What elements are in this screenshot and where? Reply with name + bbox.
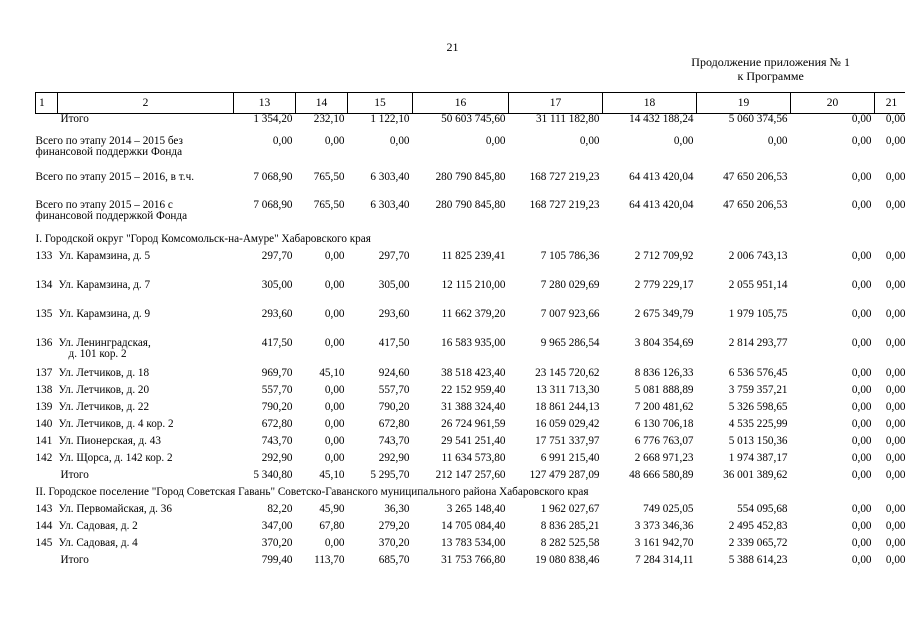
value-cell: 0,00: [767, 134, 788, 147]
value-cell: 0,00: [324, 383, 345, 396]
value-cell: 790,20: [261, 400, 293, 413]
value-cell: 31 111 182,80: [536, 113, 600, 125]
value-cell: 0,00: [851, 170, 872, 183]
table-row: [36, 538, 905, 555]
value-cell: 64 413 420,04: [629, 198, 694, 211]
value-cell: 38 518 423,40: [441, 366, 506, 379]
value-cell: 0,00: [885, 307, 905, 320]
value-cell: 0,00: [324, 400, 345, 413]
total-row: [36, 555, 905, 572]
value-cell: 417,50: [261, 336, 293, 349]
value-cell: 799,40: [261, 553, 293, 566]
value-cell: 113,70: [314, 553, 345, 566]
value-cell: 557,70: [261, 383, 293, 396]
table-row: [36, 419, 905, 436]
value-cell: 5 388 614,23: [728, 553, 788, 566]
value-cell: 48 666 580,89: [629, 468, 694, 481]
value-cell: 2 712 709,92: [634, 249, 694, 262]
value-cell: 31 753 766,80: [441, 553, 506, 566]
header-cell: 1: [36, 93, 58, 114]
value-cell: 2 339 065,72: [728, 536, 788, 549]
table-row: [36, 504, 905, 521]
row-label: Итого: [60, 468, 89, 481]
header-cell: 16: [413, 93, 509, 114]
value-cell: 0,00: [885, 249, 905, 262]
value-cell: 1 122,10: [370, 113, 410, 125]
value-cell: 0,00: [324, 278, 345, 291]
value-cell: 2 779 229,17: [634, 278, 694, 291]
value-cell: 45,10: [319, 366, 345, 379]
value-cell: 14 432 188,24: [629, 113, 694, 125]
table-row: [36, 368, 905, 385]
value-cell: 2 006 743,13: [728, 249, 788, 262]
row-label: Всего по этапу 2015 – 2016 с финансовой поддержкой Фонда: [35, 198, 188, 222]
value-cell: 0,00: [885, 468, 905, 481]
value-cell: 6 303,40: [370, 198, 410, 211]
table-row: [36, 385, 905, 402]
value-cell: 6 991 215,40: [540, 451, 600, 464]
table-row: [36, 436, 905, 453]
address-line: Ул. Первомайская, д. 36: [58, 502, 172, 515]
value-cell: 790,20: [378, 400, 410, 413]
value-cell: 168 727 219,23: [529, 170, 600, 183]
value-cell: 11 662 379,20: [441, 307, 506, 320]
address-cell: [58, 538, 234, 555]
value-cell: 280 790 845,80: [435, 170, 506, 183]
summary-row: [36, 114, 905, 136]
value-cell: 0,00: [485, 134, 506, 147]
address-cell: [58, 504, 234, 521]
value-cell: 685,70: [378, 553, 410, 566]
value-cell: 16 059 029,42: [535, 417, 600, 430]
value-cell: 7 105 786,36: [540, 249, 600, 262]
value-cell: 0,00: [885, 134, 905, 147]
value-cell: 1 354,20: [253, 113, 293, 125]
value-cell: 5 295,70: [370, 468, 410, 481]
value-cell: 50 603 745,60: [441, 113, 506, 125]
value-cell: 0,00: [851, 451, 872, 464]
value-cell: 8 836 285,21: [540, 519, 600, 532]
value-cell: 23 145 720,62: [535, 366, 600, 379]
address-line: Ул. Летчиков, д. 20: [58, 383, 150, 396]
value-cell: 3 265 148,40: [446, 502, 506, 515]
value-cell: 0,00: [885, 400, 905, 413]
value-cell: 26 724 961,59: [441, 417, 506, 430]
value-cell: 127 479 287,09: [529, 468, 600, 481]
value-cell: 6 536 576,45: [728, 366, 788, 379]
value-cell: 0,00: [851, 383, 872, 396]
value-cell: 2 495 452,83: [728, 519, 788, 532]
value-cell: 0,00: [851, 502, 872, 515]
row-number: 134: [35, 278, 53, 291]
address-line: Ул. Летчиков, д. 4 кор. 2: [58, 417, 174, 430]
value-cell: 64 413 420,04: [629, 170, 694, 183]
program-table: [35, 92, 905, 572]
value-cell: 0,00: [885, 383, 905, 396]
value-cell: 12 115 210,00: [441, 278, 506, 291]
address-line: Ул. Карамзина, д. 9: [58, 307, 151, 320]
page-number: 21: [446, 40, 459, 54]
value-cell: 3 759 357,21: [728, 383, 788, 396]
appendix-line-2: к Программе: [737, 69, 804, 83]
value-cell: 969,70: [261, 366, 293, 379]
value-cell: 36 001 389,62: [723, 468, 788, 481]
address-cell: [58, 521, 234, 538]
value-cell: 417,50: [378, 336, 410, 349]
value-cell: 0,00: [885, 451, 905, 464]
address-cell: [58, 280, 234, 309]
value-cell: 0,00: [851, 434, 872, 447]
value-cell: 0,00: [885, 366, 905, 379]
header-cell: 15: [348, 93, 413, 114]
value-cell: 0,00: [885, 519, 905, 532]
value-cell: 13 311 713,30: [535, 383, 600, 396]
value-cell: 0,00: [885, 434, 905, 447]
header-cell: 21: [875, 93, 905, 114]
value-cell: 9 965 286,54: [540, 336, 600, 349]
value-cell: 0,00: [324, 134, 345, 147]
header-cell: 18: [603, 93, 697, 114]
value-cell: 297,70: [378, 249, 410, 262]
value-cell: 672,80: [261, 417, 293, 430]
appendix-line-1: Продолжение приложения № 1: [691, 55, 850, 69]
value-cell: 2 055 951,14: [728, 278, 788, 291]
section-title-row: [36, 234, 905, 251]
header-cell: 14: [296, 93, 348, 114]
table-row: [36, 309, 905, 338]
value-cell: 293,60: [261, 307, 293, 320]
value-cell: 1 979 105,75: [728, 307, 788, 320]
value-cell: 0,00: [851, 553, 872, 566]
value-cell: 168 727 219,23: [529, 198, 600, 211]
section-title: I. Городской округ "Город Комсомольск-на-Амуре" Хабаровского края: [35, 232, 371, 245]
value-cell: 5 013 150,36: [728, 434, 788, 447]
row-label: Итого: [60, 553, 89, 566]
value-cell: 0,00: [851, 336, 872, 349]
section-title-row: [36, 487, 905, 504]
value-cell: 0,00: [885, 553, 905, 566]
value-cell: 280 790 845,80: [435, 198, 506, 211]
row-number: 135: [35, 307, 53, 320]
value-cell: 293,60: [378, 307, 410, 320]
value-cell: 29 541 251,40: [441, 434, 506, 447]
value-cell: 292,90: [378, 451, 410, 464]
table-row: [36, 338, 905, 368]
address-cell: [58, 419, 234, 436]
value-cell: 47 650 206,53: [723, 198, 788, 211]
value-cell: 5 060 374,56: [728, 113, 788, 125]
value-cell: 0,00: [851, 278, 872, 291]
value-cell: 347,00: [261, 519, 293, 532]
row-number: 144: [35, 519, 53, 532]
address-cell: [58, 436, 234, 453]
value-cell: 554 095,68: [737, 502, 788, 515]
value-cell: 0,00: [324, 307, 345, 320]
row-number: 137: [35, 366, 53, 379]
value-cell: 0,00: [885, 336, 905, 349]
value-cell: 6 130 706,18: [634, 417, 694, 430]
header-cell: 13: [234, 93, 296, 114]
value-cell: 0,00: [324, 536, 345, 549]
value-cell: 2 675 349,79: [634, 307, 694, 320]
value-cell: 7 007 923,66: [540, 307, 600, 320]
value-cell: 18 861 244,13: [535, 400, 600, 413]
value-cell: 47 650 206,53: [723, 170, 788, 183]
address-cell: [58, 402, 234, 419]
row-number: 139: [35, 400, 53, 413]
row-label: Всего по этапу 2015 – 2016, в т.ч.: [35, 170, 195, 183]
row-number: 133: [35, 249, 53, 262]
header-cell: 19: [697, 93, 791, 114]
value-cell: 2 814 293,77: [728, 336, 788, 349]
address-cell: [58, 385, 234, 402]
value-cell: 557,70: [378, 383, 410, 396]
value-cell: 7 068,90: [253, 198, 293, 211]
address-line: Ул. Пионерская, д. 43: [58, 434, 161, 447]
value-cell: 7 280 029,69: [540, 278, 600, 291]
address-line: Ул. Карамзина, д. 5: [58, 249, 151, 262]
address-line: Ул. Садовая, д. 2: [58, 519, 138, 532]
value-cell: 749 025,05: [643, 502, 694, 515]
total-row: [36, 470, 905, 487]
value-cell: 45,90: [319, 502, 345, 515]
value-cell: 0,00: [851, 249, 872, 262]
value-cell: 3 804 354,69: [634, 336, 694, 349]
address-cell: [58, 309, 234, 338]
value-cell: 6 303,40: [370, 170, 410, 183]
value-cell: 1 962 027,67: [540, 502, 600, 515]
value-cell: 5 326 598,65: [728, 400, 788, 413]
value-cell: 36,30: [384, 502, 410, 515]
value-cell: 14 705 084,40: [441, 519, 506, 532]
value-cell: 0,00: [324, 249, 345, 262]
address-line: Ул. Летчиков, д. 22: [58, 400, 150, 413]
address-line-2: д. 101 кор. 2: [68, 347, 127, 360]
value-cell: 924,60: [378, 366, 410, 379]
value-cell: 305,00: [378, 278, 410, 291]
value-cell: 0,00: [851, 113, 872, 125]
value-cell: 17 751 337,97: [535, 434, 600, 447]
address-line: Ул. Щорса, д. 142 кор. 2: [58, 451, 173, 464]
value-cell: 5 081 888,89: [634, 383, 694, 396]
value-cell: 0,00: [885, 417, 905, 430]
summary-row: [36, 172, 905, 200]
section-title: II. Городское поселение "Город Советская Гавань" Советско-Гаванского муниципального района Хабаровского края: [35, 485, 589, 498]
value-cell: 0,00: [324, 451, 345, 464]
row-number: 138: [35, 383, 53, 396]
value-cell: 0,00: [673, 134, 694, 147]
row-number: 142: [35, 451, 53, 464]
header-cell: 17: [509, 93, 603, 114]
address-line: Ул. Летчиков, д. 18: [58, 366, 150, 379]
address-cell: [58, 251, 234, 280]
address-cell: [58, 338, 234, 368]
value-cell: 0,00: [851, 134, 872, 147]
value-cell: 45,10: [319, 468, 345, 481]
value-cell: 0,00: [851, 307, 872, 320]
value-cell: 743,70: [378, 434, 410, 447]
value-cell: 8 282 525,58: [540, 536, 600, 549]
value-cell: 4 535 225,99: [728, 417, 788, 430]
value-cell: 0,00: [885, 198, 905, 211]
value-cell: 370,20: [261, 536, 293, 549]
value-cell: 370,20: [378, 536, 410, 549]
value-cell: 0,00: [851, 417, 872, 430]
address-line: Ул. Ленинградская,: [58, 336, 151, 349]
value-cell: 0,00: [851, 198, 872, 211]
row-label: Итого: [60, 113, 89, 125]
value-cell: 7 068,90: [253, 170, 293, 183]
value-cell: 0,00: [324, 417, 345, 430]
value-cell: 0,00: [885, 113, 905, 125]
table-row: [36, 453, 905, 470]
value-cell: 0,00: [851, 519, 872, 532]
row-number: 141: [35, 434, 53, 447]
value-cell: 67,80: [319, 519, 345, 532]
table-row: [36, 521, 905, 538]
value-cell: 11 634 573,80: [441, 451, 506, 464]
value-cell: 6 776 763,07: [634, 434, 694, 447]
address-line: Ул. Карамзина, д. 7: [58, 278, 151, 291]
address-line: Ул. Садовая, д. 4: [58, 536, 138, 549]
value-cell: 0,00: [579, 134, 600, 147]
address-cell: [58, 453, 234, 470]
value-cell: 0,00: [885, 170, 905, 183]
table-row: [36, 251, 905, 280]
value-cell: 0,00: [851, 536, 872, 549]
value-cell: 0,00: [851, 468, 872, 481]
value-cell: 212 147 257,60: [435, 468, 506, 481]
value-cell: 3 373 346,36: [634, 519, 694, 532]
value-cell: 1 974 387,17: [728, 451, 788, 464]
value-cell: 672,80: [378, 417, 410, 430]
value-cell: 765,50: [313, 198, 345, 211]
row-number: 136: [35, 336, 53, 349]
header-cell: 20: [791, 93, 875, 114]
value-cell: 0,00: [324, 434, 345, 447]
table-row: [36, 280, 905, 309]
value-cell: 765,50: [313, 170, 345, 183]
header-row: [36, 93, 905, 114]
summary-row: [36, 136, 905, 172]
value-cell: 0,00: [851, 366, 872, 379]
value-cell: 0,00: [885, 278, 905, 291]
value-cell: 292,90: [261, 451, 293, 464]
table-row: [36, 402, 905, 419]
value-cell: 82,20: [267, 502, 293, 515]
value-cell: 305,00: [261, 278, 293, 291]
address-cell: [58, 368, 234, 385]
value-cell: 5 340,80: [253, 468, 293, 481]
value-cell: 11 825 239,41: [441, 249, 506, 262]
row-label: Всего по этапу 2014 – 2015 без финансовой поддержки Фонда: [35, 134, 183, 158]
value-cell: 19 080 838,46: [535, 553, 600, 566]
value-cell: 7 284 314,11: [635, 553, 694, 566]
summary-row: [36, 200, 905, 234]
value-cell: 16 583 935,00: [441, 336, 506, 349]
row-number: 140: [35, 417, 53, 430]
value-cell: 232,10: [313, 113, 345, 125]
value-cell: 3 161 942,70: [634, 536, 694, 549]
value-cell: 0,00: [851, 400, 872, 413]
row-number: 143: [35, 502, 53, 515]
value-cell: 0,00: [324, 336, 345, 349]
value-cell: 7 200 481,62: [634, 400, 694, 413]
value-cell: 2 668 971,23: [634, 451, 694, 464]
value-cell: 0,00: [885, 536, 905, 549]
value-cell: 0,00: [389, 134, 410, 147]
header-cell: 2: [58, 93, 234, 114]
value-cell: 13 783 534,00: [441, 536, 506, 549]
value-cell: 297,70: [261, 249, 293, 262]
appendix-caption: [691, 55, 850, 83]
row-number: 145: [35, 536, 53, 549]
value-cell: 743,70: [261, 434, 293, 447]
value-cell: 279,20: [378, 519, 410, 532]
value-cell: 0,00: [272, 134, 293, 147]
value-cell: 8 836 126,33: [634, 366, 694, 379]
value-cell: 31 388 324,40: [441, 400, 506, 413]
value-cell: 0,00: [885, 502, 905, 515]
value-cell: 22 152 959,40: [441, 383, 506, 396]
